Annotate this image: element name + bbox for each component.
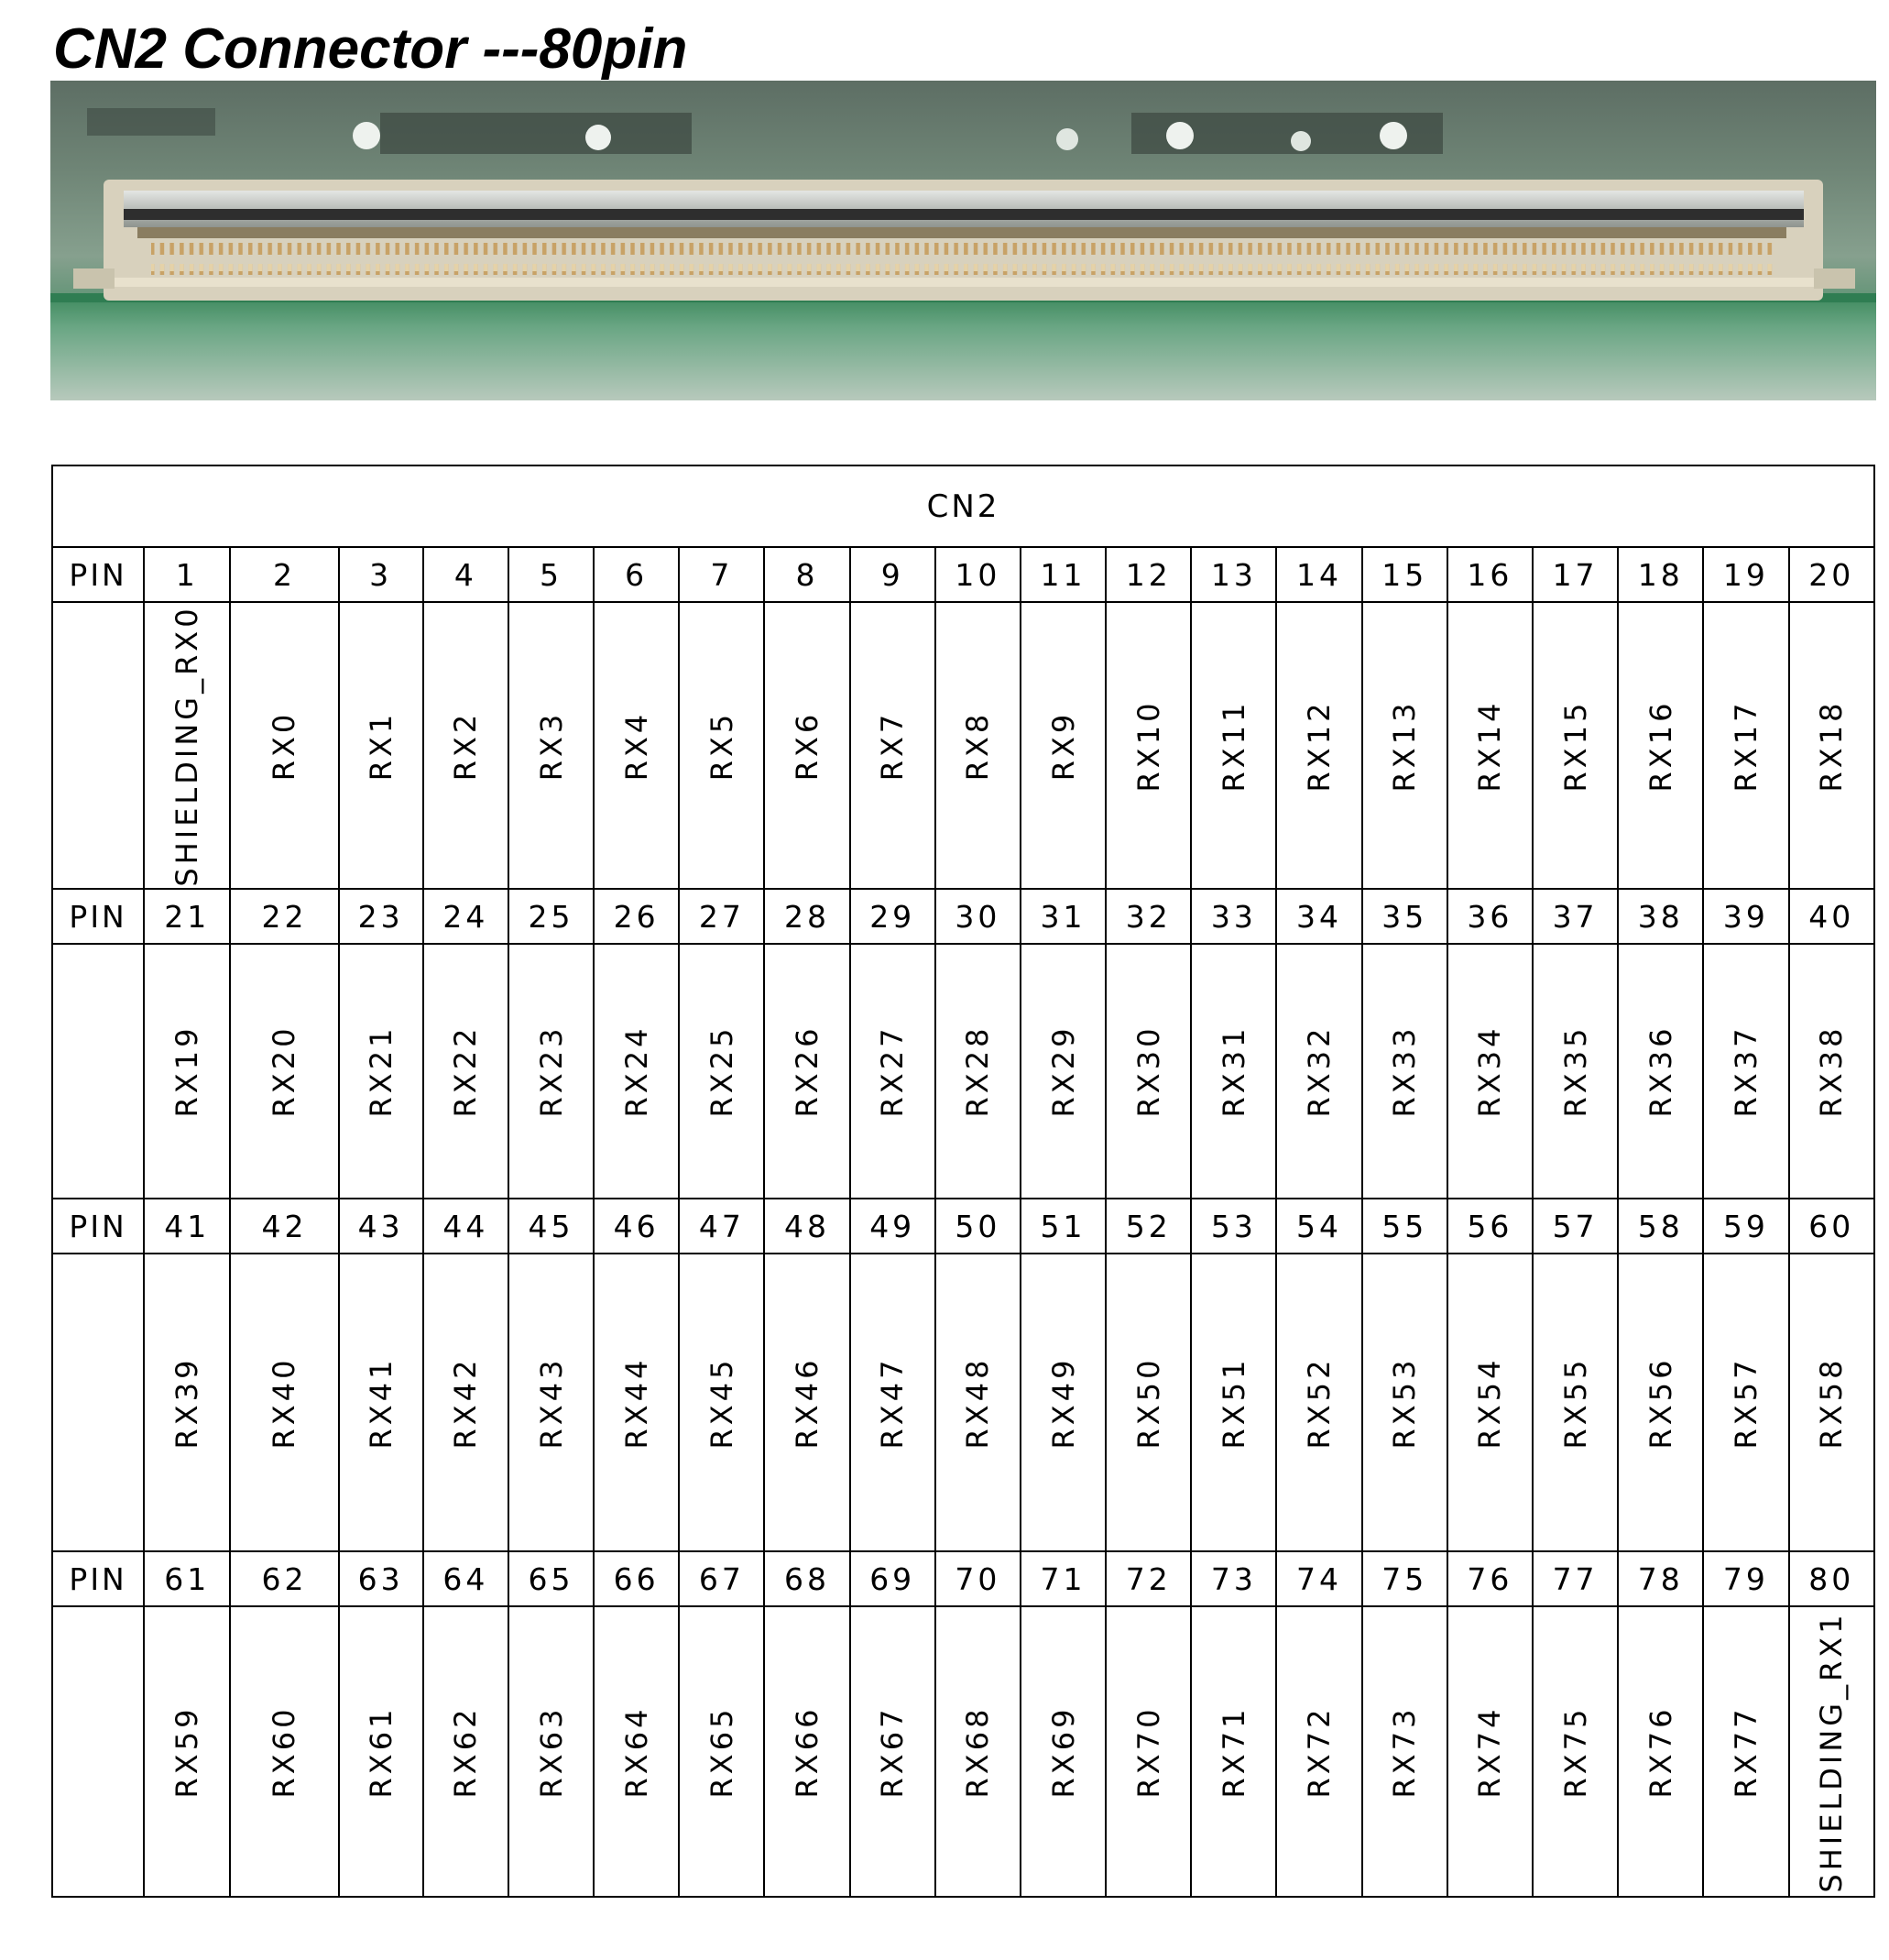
signal-name: RX20 xyxy=(267,1024,302,1118)
signal-cell xyxy=(339,1254,423,1551)
signal-name: RX12 xyxy=(1302,699,1338,792)
pin-number: 37 xyxy=(1533,889,1618,944)
pin-number: 15 xyxy=(1362,547,1447,602)
pin-number: 43 xyxy=(339,1199,423,1254)
pin-number: 70 xyxy=(935,1551,1021,1606)
signal-cell xyxy=(935,1606,1021,1897)
signal-name: RX31 xyxy=(1216,1024,1251,1118)
pin-number: 77 xyxy=(1533,1551,1618,1606)
pin-number: 50 xyxy=(935,1199,1021,1254)
signal-cell xyxy=(1789,1606,1875,1897)
signal-name: RX25 xyxy=(704,1024,739,1118)
signal-name: RX21 xyxy=(363,1024,399,1118)
signal-name: RX55 xyxy=(1557,1356,1593,1449)
pin-number: 58 xyxy=(1618,1199,1703,1254)
pin-number: 33 xyxy=(1191,889,1276,944)
signal-cell xyxy=(679,602,764,889)
signal-name: RX72 xyxy=(1302,1705,1338,1798)
pin-number: 30 xyxy=(935,889,1021,944)
pin-number: 19 xyxy=(1703,547,1788,602)
pin-number: 1 xyxy=(144,547,230,602)
signal-cell xyxy=(1618,1254,1703,1551)
signal-cell xyxy=(594,1606,679,1897)
signal-cell xyxy=(423,1254,508,1551)
pin-number: 35 xyxy=(1362,889,1447,944)
signal-name: RX76 xyxy=(1643,1705,1678,1798)
signal-row xyxy=(52,1254,1874,1551)
pin-number: 2 xyxy=(230,547,338,602)
signal-name: RX56 xyxy=(1643,1356,1678,1449)
signal-cell xyxy=(850,944,935,1199)
signal-row xyxy=(52,1606,1874,1897)
signal-name: RX59 xyxy=(169,1705,205,1798)
pin-number: 31 xyxy=(1021,889,1106,944)
signal-name: SHIELDING_RX1 xyxy=(1814,1610,1850,1893)
pin-number: 66 xyxy=(594,1551,679,1606)
pin-number: 17 xyxy=(1533,547,1618,602)
pin-number: 10 xyxy=(935,547,1021,602)
signal-name: RX6 xyxy=(790,710,825,781)
signal-name: RX71 xyxy=(1216,1705,1251,1798)
signal-cell xyxy=(679,944,764,1199)
pin-number: 27 xyxy=(679,889,764,944)
signal-cell xyxy=(230,1254,338,1551)
signal-name: RX3 xyxy=(533,710,569,781)
signal-cell xyxy=(1447,944,1533,1199)
pin-number: 16 xyxy=(1447,547,1533,602)
signal-name: RX46 xyxy=(790,1356,825,1449)
signal-name: RX75 xyxy=(1557,1705,1593,1798)
signal-name: RX43 xyxy=(533,1356,569,1449)
signal-name: RX23 xyxy=(533,1024,569,1118)
signal-cell xyxy=(1703,1254,1788,1551)
pin-number: 57 xyxy=(1533,1199,1618,1254)
signal-name: RX68 xyxy=(960,1705,996,1798)
pin-number: 64 xyxy=(423,1551,508,1606)
pin-number: 40 xyxy=(1789,889,1875,944)
signal-cell xyxy=(935,944,1021,1199)
signal-name: RX54 xyxy=(1472,1356,1508,1449)
signal-name: RX47 xyxy=(875,1356,911,1449)
signal-name: RX44 xyxy=(618,1356,654,1449)
blank-cell xyxy=(52,1606,144,1897)
signal-name: RX2 xyxy=(448,710,484,781)
pin-number-row xyxy=(52,547,1874,602)
signal-name: RX39 xyxy=(169,1356,205,1449)
signal-name: RX52 xyxy=(1302,1356,1338,1449)
signal-name: RX30 xyxy=(1130,1024,1166,1118)
pin-number: 55 xyxy=(1362,1199,1447,1254)
pin-number: 75 xyxy=(1362,1551,1447,1606)
signal-cell xyxy=(679,1606,764,1897)
signal-cell xyxy=(230,1606,338,1897)
signal-name: RX50 xyxy=(1130,1356,1166,1449)
signal-name: RX67 xyxy=(875,1705,911,1798)
signal-cell xyxy=(508,1254,594,1551)
signal-name: RX18 xyxy=(1814,699,1850,792)
signal-name: RX8 xyxy=(960,710,996,781)
signal-cell xyxy=(1276,944,1361,1199)
pin-number: 78 xyxy=(1618,1551,1703,1606)
signal-cell xyxy=(1362,1254,1447,1551)
pin-number: 14 xyxy=(1276,547,1361,602)
signal-cell xyxy=(1021,1606,1106,1897)
pin-label: PIN xyxy=(52,1551,144,1606)
signal-name: RX10 xyxy=(1130,699,1166,792)
signal-cell xyxy=(1191,602,1276,889)
signal-name: RX17 xyxy=(1728,699,1763,792)
signal-cell xyxy=(1191,1606,1276,1897)
pin-number: 21 xyxy=(144,889,230,944)
signal-cell xyxy=(850,1254,935,1551)
signal-cell xyxy=(1703,1606,1788,1897)
pin-number: 68 xyxy=(764,1551,849,1606)
pin-number: 52 xyxy=(1106,1199,1191,1254)
pin-number: 25 xyxy=(508,889,594,944)
signal-cell xyxy=(339,1606,423,1897)
signal-cell xyxy=(850,602,935,889)
pin-number: 12 xyxy=(1106,547,1191,602)
signal-cell xyxy=(144,1606,230,1897)
signal-name: RX63 xyxy=(533,1705,569,1798)
signal-cell xyxy=(1447,1606,1533,1897)
signal-name: RX45 xyxy=(704,1356,739,1449)
pin-number: 42 xyxy=(230,1199,338,1254)
signal-name: RX14 xyxy=(1472,699,1508,792)
pin-number: 49 xyxy=(850,1199,935,1254)
signal-name: RX41 xyxy=(363,1356,399,1449)
pin-number: 63 xyxy=(339,1551,423,1606)
signal-name: RX64 xyxy=(618,1705,654,1798)
signal-name: RX77 xyxy=(1728,1705,1763,1798)
pin-number: 41 xyxy=(144,1199,230,1254)
pin-number: 61 xyxy=(144,1551,230,1606)
pin-number: 51 xyxy=(1021,1199,1106,1254)
signal-cell xyxy=(1533,944,1618,1199)
signal-cell xyxy=(1447,602,1533,889)
pin-number: 29 xyxy=(850,889,935,944)
signal-name: RX22 xyxy=(448,1024,484,1118)
signal-name: RX11 xyxy=(1216,699,1251,792)
pin-number: 59 xyxy=(1703,1199,1788,1254)
signal-name: RX48 xyxy=(960,1356,996,1449)
pin-number: 4 xyxy=(423,547,508,602)
fpc-connector-photo-icon xyxy=(50,81,1876,400)
signal-cell xyxy=(423,602,508,889)
pin-number: 71 xyxy=(1021,1551,1106,1606)
signal-name: RX35 xyxy=(1557,1024,1593,1118)
signal-name: RX66 xyxy=(790,1705,825,1798)
signal-cell xyxy=(144,602,230,889)
pin-number: 8 xyxy=(764,547,849,602)
pin-number: 18 xyxy=(1618,547,1703,602)
pin-number: 11 xyxy=(1021,547,1106,602)
signal-cell xyxy=(764,1254,849,1551)
signal-name: RX61 xyxy=(363,1705,399,1798)
blank-cell xyxy=(52,944,144,1199)
signal-name: RX5 xyxy=(704,710,739,781)
signal-cell xyxy=(935,1254,1021,1551)
pin-number: 47 xyxy=(679,1199,764,1254)
pin-number-row xyxy=(52,1199,1874,1254)
signal-cell xyxy=(594,602,679,889)
signal-cell xyxy=(679,1254,764,1551)
pin-number: 39 xyxy=(1703,889,1788,944)
signal-name: RX58 xyxy=(1814,1356,1850,1449)
signal-cell xyxy=(144,944,230,1199)
signal-cell xyxy=(1021,944,1106,1199)
pin-number: 56 xyxy=(1447,1199,1533,1254)
signal-name: RX51 xyxy=(1216,1356,1251,1449)
signal-name: RX65 xyxy=(704,1705,739,1798)
pin-number: 80 xyxy=(1789,1551,1875,1606)
pin-number: 28 xyxy=(764,889,849,944)
signal-cell xyxy=(423,944,508,1199)
signal-name: RX29 xyxy=(1045,1024,1081,1118)
pin-number: 26 xyxy=(594,889,679,944)
signal-cell xyxy=(1789,1254,1875,1551)
signal-cell xyxy=(508,1606,594,1897)
signal-name: RX16 xyxy=(1643,699,1678,792)
signal-cell xyxy=(423,1606,508,1897)
pin-number: 79 xyxy=(1703,1551,1788,1606)
signal-row xyxy=(52,944,1874,1199)
signal-cell xyxy=(339,944,423,1199)
signal-cell xyxy=(339,602,423,889)
pin-number: 60 xyxy=(1789,1199,1875,1254)
signal-cell xyxy=(1533,1254,1618,1551)
signal-name: RX57 xyxy=(1728,1356,1763,1449)
signal-name: RX33 xyxy=(1387,1024,1423,1118)
signal-name: RX42 xyxy=(448,1356,484,1449)
pin-number: 53 xyxy=(1191,1199,1276,1254)
signal-cell xyxy=(1618,944,1703,1199)
signal-name: RX73 xyxy=(1387,1705,1423,1798)
signal-cell xyxy=(764,944,849,1199)
signal-name: RX69 xyxy=(1045,1705,1081,1798)
page-title: CN2 Connector ---80pin xyxy=(53,17,688,81)
signal-cell xyxy=(594,944,679,1199)
signal-name: RX27 xyxy=(875,1024,911,1118)
signal-cell xyxy=(508,944,594,1199)
pin-number: 67 xyxy=(679,1551,764,1606)
signal-cell xyxy=(1191,944,1276,1199)
signal-cell xyxy=(1276,1254,1361,1551)
signal-name: SHIELDING_RX0 xyxy=(169,604,205,887)
signal-cell xyxy=(1533,602,1618,889)
connector-photo xyxy=(50,81,1876,400)
pin-number: 69 xyxy=(850,1551,935,1606)
signal-name: RX74 xyxy=(1472,1705,1508,1798)
signal-name: RX34 xyxy=(1472,1024,1508,1118)
pin-label: PIN xyxy=(52,1199,144,1254)
signal-cell xyxy=(1106,1606,1191,1897)
signal-cell xyxy=(508,602,594,889)
pin-number: 44 xyxy=(423,1199,508,1254)
signal-cell xyxy=(1703,944,1788,1199)
signal-name: RX1 xyxy=(363,710,399,781)
signal-cell xyxy=(764,602,849,889)
signal-name: RX38 xyxy=(1814,1024,1850,1118)
signal-cell xyxy=(1618,602,1703,889)
pin-label: PIN xyxy=(52,547,144,602)
signal-name: RX60 xyxy=(267,1705,302,1798)
pin-number: 13 xyxy=(1191,547,1276,602)
signal-cell xyxy=(144,1254,230,1551)
pin-number: 20 xyxy=(1789,547,1875,602)
signal-cell xyxy=(1362,944,1447,1199)
signal-name: RX0 xyxy=(267,710,302,781)
signal-cell xyxy=(1362,602,1447,889)
signal-name: RX28 xyxy=(960,1024,996,1118)
signal-name: RX24 xyxy=(618,1024,654,1118)
signal-row xyxy=(52,602,1874,889)
signal-name: RX37 xyxy=(1728,1024,1763,1118)
signal-cell xyxy=(1021,1254,1106,1551)
pin-number-row xyxy=(52,1551,1874,1606)
pin-number: 3 xyxy=(339,547,423,602)
signal-cell xyxy=(1276,1606,1361,1897)
pin-number: 5 xyxy=(508,547,594,602)
signal-name: RX62 xyxy=(448,1705,484,1798)
signal-name: RX26 xyxy=(790,1024,825,1118)
blank-cell xyxy=(52,1254,144,1551)
signal-cell xyxy=(1789,944,1875,1199)
signal-name: RX53 xyxy=(1387,1356,1423,1449)
pin-number: 65 xyxy=(508,1551,594,1606)
pin-number: 74 xyxy=(1276,1551,1361,1606)
signal-cell xyxy=(1021,602,1106,889)
pin-number: 62 xyxy=(230,1551,338,1606)
signal-cell xyxy=(1703,602,1788,889)
signal-cell xyxy=(1789,602,1875,889)
pin-number: 7 xyxy=(679,547,764,602)
signal-name: RX32 xyxy=(1302,1024,1338,1118)
signal-name: RX19 xyxy=(169,1024,205,1118)
signal-cell xyxy=(1191,1254,1276,1551)
pin-label: PIN xyxy=(52,889,144,944)
pin-number: 48 xyxy=(764,1199,849,1254)
pin-number: 38 xyxy=(1618,889,1703,944)
pin-number: 6 xyxy=(594,547,679,602)
signal-name: RX13 xyxy=(1387,699,1423,792)
pin-number: 76 xyxy=(1447,1551,1533,1606)
signal-name: RX49 xyxy=(1045,1356,1081,1449)
signal-cell xyxy=(764,1606,849,1897)
signal-cell xyxy=(1106,1254,1191,1551)
pin-number: 45 xyxy=(508,1199,594,1254)
signal-name: RX40 xyxy=(267,1356,302,1449)
pin-number-row xyxy=(52,889,1874,944)
pin-number: 73 xyxy=(1191,1551,1276,1606)
signal-cell xyxy=(1106,602,1191,889)
signal-cell xyxy=(594,1254,679,1551)
signal-cell xyxy=(1447,1254,1533,1551)
pin-number: 24 xyxy=(423,889,508,944)
pin-number: 36 xyxy=(1447,889,1533,944)
blank-cell xyxy=(52,602,144,889)
pin-number: 54 xyxy=(1276,1199,1361,1254)
signal-cell xyxy=(230,602,338,889)
signal-cell xyxy=(935,602,1021,889)
pin-table xyxy=(51,465,1875,1898)
signal-cell xyxy=(1618,1606,1703,1897)
signal-name: RX9 xyxy=(1045,710,1081,781)
signal-name: RX36 xyxy=(1643,1024,1678,1118)
pin-number: 34 xyxy=(1276,889,1361,944)
signal-name: RX15 xyxy=(1557,699,1593,792)
table-header: CN2 xyxy=(52,465,1874,547)
signal-cell xyxy=(850,1606,935,1897)
pin-number: 9 xyxy=(850,547,935,602)
signal-cell xyxy=(1362,1606,1447,1897)
pin-number: 23 xyxy=(339,889,423,944)
signal-cell xyxy=(1276,602,1361,889)
pin-number: 72 xyxy=(1106,1551,1191,1606)
pin-number: 46 xyxy=(594,1199,679,1254)
signal-cell xyxy=(1533,1606,1618,1897)
signal-cell xyxy=(1106,944,1191,1199)
signal-name: RX70 xyxy=(1130,1705,1166,1798)
signal-name: RX4 xyxy=(618,710,654,781)
signal-cell xyxy=(230,944,338,1199)
signal-name: RX7 xyxy=(875,710,911,781)
pin-number: 22 xyxy=(230,889,338,944)
pin-number: 32 xyxy=(1106,889,1191,944)
